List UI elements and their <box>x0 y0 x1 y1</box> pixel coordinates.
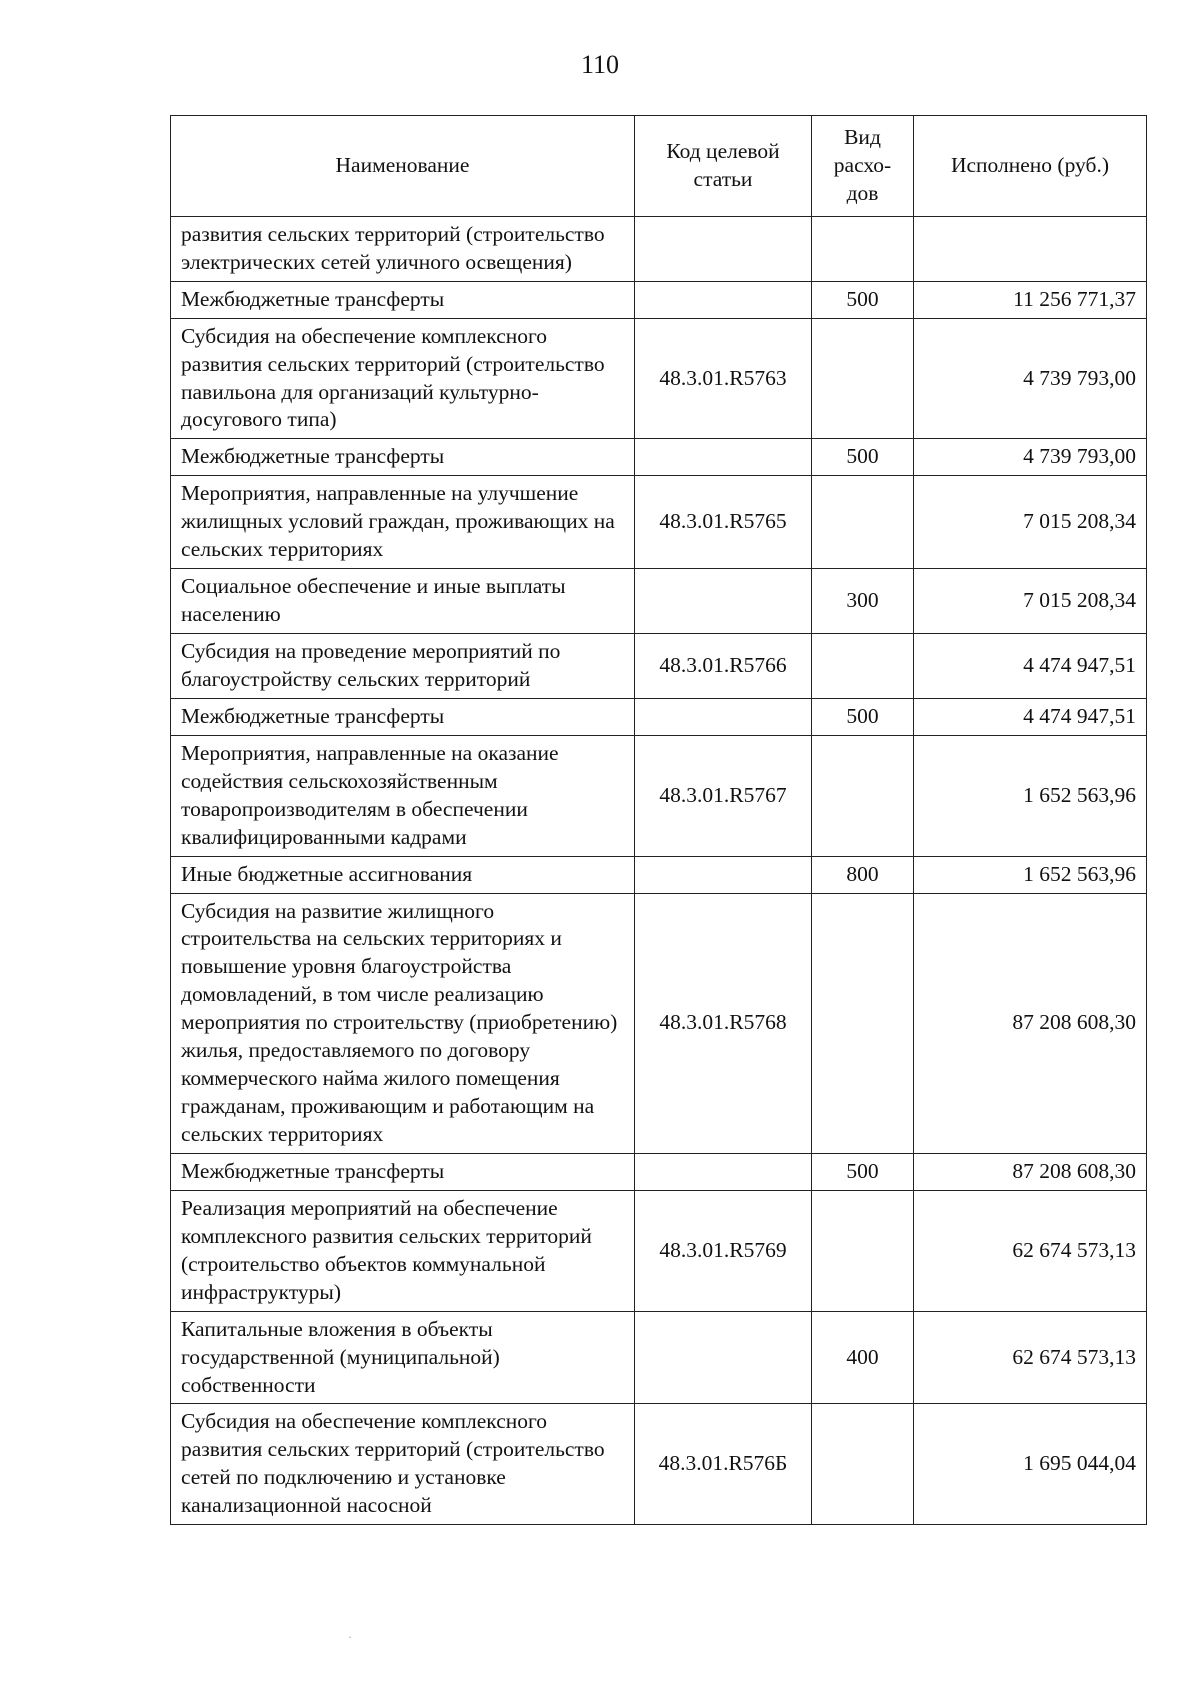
row-amount-cell: 7 015 208,34 <box>914 476 1147 569</box>
header-name: Наименование <box>171 116 635 217</box>
table-row <box>171 476 1147 569</box>
row-code-cell: 48.3.01.R5766 <box>635 634 812 699</box>
table-header-row <box>171 116 1147 217</box>
header-code: Код целевой статьи <box>635 116 812 217</box>
row-name-cell: Капитальные вложения в объекты государственной (муниципальной) собственности <box>171 1311 635 1404</box>
row-expense-type-cell: 300 <box>812 569 914 634</box>
row-code-cell <box>635 216 812 281</box>
row-amount-cell: 62 674 573,13 <box>914 1311 1147 1404</box>
row-code-cell <box>635 569 812 634</box>
budget-execution-table <box>170 115 1147 1525</box>
row-code-cell: 48.3.01.R5767 <box>635 735 812 856</box>
row-amount-cell: 4 739 793,00 <box>914 439 1147 476</box>
row-amount-cell: 11 256 771,37 <box>914 281 1147 318</box>
row-expense-type-cell <box>812 735 914 856</box>
table-row <box>171 698 1147 735</box>
row-expense-type-cell <box>812 216 914 281</box>
table-row <box>171 735 1147 856</box>
table-row <box>171 439 1147 476</box>
row-code-cell <box>635 281 812 318</box>
row-code-cell <box>635 439 812 476</box>
row-amount-cell: 87 208 608,30 <box>914 893 1147 1153</box>
table-row <box>171 216 1147 281</box>
row-name-cell: Мероприятия, направленные на оказание содействия сельскохозяйственным товаропроизводителям в обеспечении квалифицированными кадрами <box>171 735 635 856</box>
row-expense-type-cell <box>812 1404 914 1525</box>
row-amount-cell: 1 652 563,96 <box>914 735 1147 856</box>
row-code-cell: 48.3.01.R5769 <box>635 1190 812 1311</box>
row-name-cell: Межбюджетные трансферты <box>171 698 635 735</box>
scan-speck: · <box>348 1630 352 1644</box>
row-code-cell <box>635 1153 812 1190</box>
table-row <box>171 318 1147 439</box>
row-expense-type-cell <box>812 318 914 439</box>
header-expense-type: Вид расхо-дов <box>812 116 914 217</box>
row-name-cell: Социальное обеспечение и иные выплаты населению <box>171 569 635 634</box>
row-name-cell: Межбюджетные трансферты <box>171 1153 635 1190</box>
table-row <box>171 281 1147 318</box>
row-expense-type-cell <box>812 893 914 1153</box>
row-expense-type-cell: 400 <box>812 1311 914 1404</box>
row-amount-cell <box>914 216 1147 281</box>
row-expense-type-cell: 800 <box>812 856 914 893</box>
row-code-cell <box>635 698 812 735</box>
table-row <box>171 1404 1147 1525</box>
row-code-cell: 48.3.01.R5768 <box>635 893 812 1153</box>
row-amount-cell: 1 695 044,04 <box>914 1404 1147 1525</box>
row-expense-type-cell: 500 <box>812 1153 914 1190</box>
table-body <box>171 216 1147 1524</box>
row-code-cell: 48.3.01.R5763 <box>635 318 812 439</box>
row-code-cell: 48.3.01.R5765 <box>635 476 812 569</box>
row-name-cell: Субсидия на обеспечение комплексного развития сельских территорий (строительство сетей по подключению и установке канализационной насосной <box>171 1404 635 1525</box>
row-amount-cell: 4 474 947,51 <box>914 634 1147 699</box>
row-name-cell: Субсидия на обеспечение комплексного развития сельских территорий (строительство павильона для организаций культурно-досугового типа) <box>171 318 635 439</box>
row-expense-type-cell: 500 <box>812 281 914 318</box>
row-expense-type-cell: 500 <box>812 439 914 476</box>
row-code-cell <box>635 856 812 893</box>
row-amount-cell: 62 674 573,13 <box>914 1190 1147 1311</box>
table-row <box>171 1153 1147 1190</box>
row-name-cell: Межбюджетные трансферты <box>171 439 635 476</box>
table-row <box>171 634 1147 699</box>
row-name-cell: Мероприятия, направленные на улучшение жилищных условий граждан, проживающих на сельских территориях <box>171 476 635 569</box>
table-row <box>171 569 1147 634</box>
row-name-cell: развития сельских территорий (строительство электрических сетей уличного освещения) <box>171 216 635 281</box>
row-name-cell: Субсидия на проведение мероприятий по благоустройству сельских территорий <box>171 634 635 699</box>
row-name-cell: Иные бюджетные ассигнования <box>171 856 635 893</box>
row-expense-type-cell <box>812 634 914 699</box>
page-number: 110 <box>580 50 620 79</box>
table-row <box>171 893 1147 1153</box>
row-expense-type-cell <box>812 476 914 569</box>
table-row <box>171 1311 1147 1404</box>
row-amount-cell: 7 015 208,34 <box>914 569 1147 634</box>
table-row <box>171 1190 1147 1311</box>
row-amount-cell: 4 474 947,51 <box>914 698 1147 735</box>
row-amount-cell: 4 739 793,00 <box>914 318 1147 439</box>
row-code-cell: 48.3.01.R576Б <box>635 1404 812 1525</box>
row-name-cell: Межбюджетные трансферты <box>171 281 635 318</box>
row-amount-cell: 1 652 563,96 <box>914 856 1147 893</box>
row-name-cell: Реализация мероприятий на обеспечение комплексного развития сельских территорий (строительство объектов коммунальной инфраструктуры) <box>171 1190 635 1311</box>
row-name-cell: Субсидия на развитие жилищного строительства на сельских территориях и повышение уровня благоустройства домовладений, в том числе реализацию мероприятия по строительству (приобретению) жилья, предоставляемого по договору коммерческого найма жилого помещения гражданам, проживающим и работающим на сельских территориях <box>171 893 635 1153</box>
header-executed-amount: Исполнено (руб.) <box>914 116 1147 217</box>
row-expense-type-cell: 500 <box>812 698 914 735</box>
row-amount-cell: 87 208 608,30 <box>914 1153 1147 1190</box>
row-expense-type-cell <box>812 1190 914 1311</box>
table-row <box>171 856 1147 893</box>
row-code-cell <box>635 1311 812 1404</box>
